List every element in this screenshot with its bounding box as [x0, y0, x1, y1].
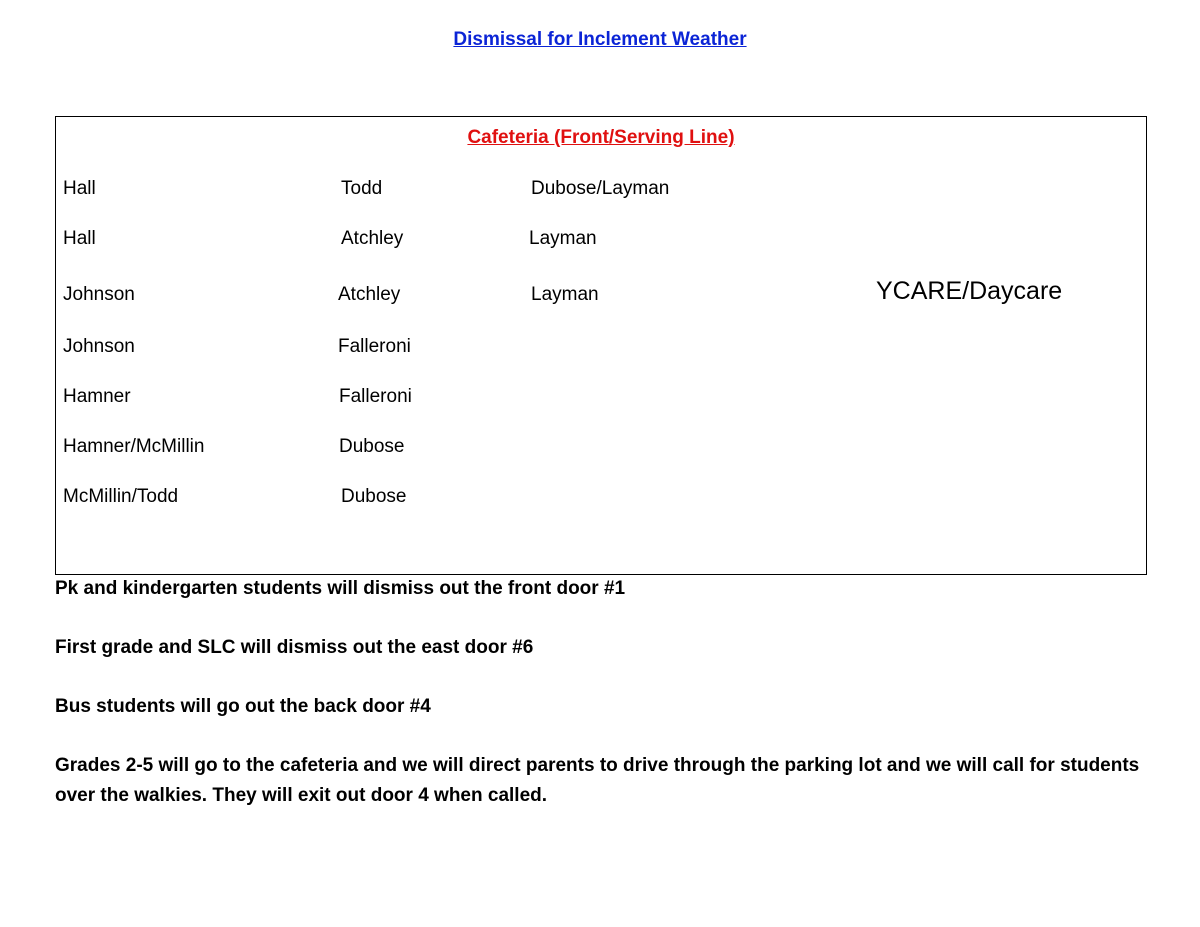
note-pk-kindergarten: Pk and kindergarten students will dismiss out the front door #1: [55, 578, 626, 599]
row-4-col-1: Johnson: [63, 336, 135, 357]
row-5-col-2: Falleroni: [339, 386, 412, 407]
cafeteria-heading: Cafeteria (Front/Serving Line): [467, 127, 735, 148]
row-1-col-1: Hall: [63, 178, 96, 199]
ycare-daycare-label: YCARE/Daycare: [876, 277, 1063, 305]
note-bus-students: Bus students will go out the back door #4: [55, 696, 431, 717]
cafeteria-assignment-box: [55, 116, 1147, 575]
row-7-col-1: McMillin/Todd: [63, 486, 179, 507]
document-title: Dismissal for Inclement Weather: [453, 29, 747, 50]
note-first-grade-slc: First grade and SLC will dismiss out the east door #6: [55, 637, 534, 658]
row-2-col-3: Layman: [529, 228, 597, 249]
row-3-col-2: Atchley: [338, 284, 401, 305]
row-1-col-2: Todd: [341, 178, 383, 199]
row-7-col-2: Dubose: [341, 486, 407, 507]
row-1-col-3: Dubose/Layman: [531, 178, 670, 199]
row-5-col-1: Hamner: [63, 386, 131, 407]
row-3-col-3: Layman: [531, 284, 599, 305]
row-6-col-1: Hamner/McMillin: [63, 436, 205, 457]
note-grades-2-5: Grades 2-5 will go to the cafeteria and we will direct parents to drive through the parking lot and we will call for students over the walkies. They will exit out door 4 when called.: [55, 755, 1140, 806]
row-2-col-1: Hall: [63, 228, 96, 249]
row-6-col-2: Dubose: [339, 436, 405, 457]
row-2-col-2: Atchley: [341, 228, 404, 249]
row-4-col-2: Falleroni: [338, 336, 411, 357]
row-3-col-1: Johnson: [63, 284, 135, 305]
